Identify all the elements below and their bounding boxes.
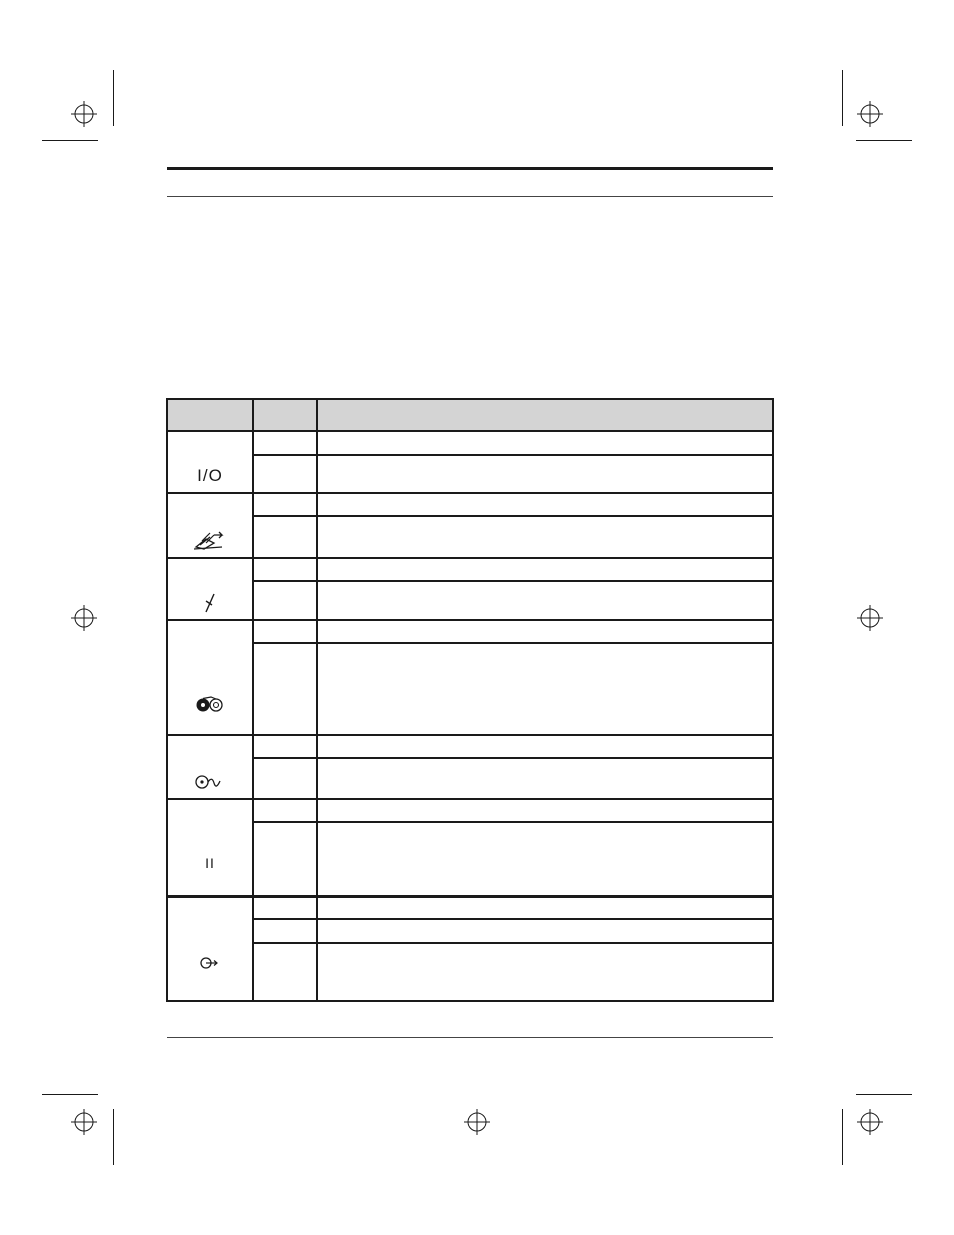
column-divider — [252, 400, 254, 1000]
registration-mark-icon — [857, 101, 883, 127]
registration-mark-icon — [857, 605, 883, 631]
power-io-glyph: I/O — [197, 466, 223, 485]
group-divider — [168, 734, 772, 736]
pause-icon — [168, 850, 252, 876]
table-header — [168, 400, 772, 432]
registration-mark-icon — [71, 605, 97, 631]
header-rule-thick — [167, 167, 773, 170]
group-divider — [168, 557, 772, 559]
group-divider — [168, 619, 772, 621]
crop-mark — [856, 1094, 912, 1095]
power-io-icon — [168, 462, 252, 490]
row-divider — [254, 821, 772, 823]
crop-mark — [842, 70, 843, 126]
group-divider — [168, 492, 772, 494]
row-divider — [254, 515, 772, 517]
crop-mark — [113, 70, 114, 126]
registration-mark-icon — [857, 1109, 883, 1135]
error-icon — [168, 590, 252, 616]
row-divider — [254, 757, 772, 759]
paper-feed-icon — [168, 524, 252, 554]
group-divider — [168, 798, 772, 800]
crop-mark — [113, 1109, 114, 1165]
ribbon-roll-icon — [168, 770, 252, 794]
row-divider — [254, 942, 772, 944]
crop-mark — [856, 140, 912, 141]
crop-mark — [842, 1109, 843, 1165]
header-rule-thin — [167, 196, 773, 197]
registration-mark-icon — [71, 101, 97, 127]
registration-mark-icon — [71, 1109, 97, 1135]
row-divider — [254, 642, 772, 644]
crop-mark — [42, 1094, 98, 1095]
group-divider — [168, 895, 772, 898]
online-icon — [168, 952, 252, 974]
row-divider — [254, 918, 772, 920]
row-divider — [254, 580, 772, 582]
column-divider — [316, 400, 318, 1000]
ribbon-cartridge-icon — [168, 690, 252, 716]
row-divider — [254, 454, 772, 456]
registration-mark-icon — [464, 1109, 490, 1135]
crop-mark — [42, 140, 98, 141]
pause-glyph: II — [205, 855, 215, 871]
footer-rule — [167, 1037, 773, 1038]
indicator-table — [166, 398, 774, 1002]
